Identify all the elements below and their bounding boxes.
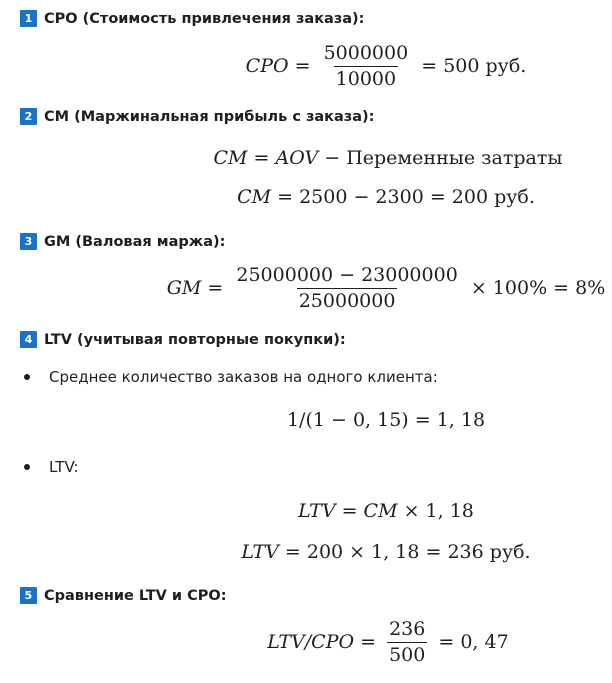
section-heading-cm (20, 108, 374, 125)
section-title: GM (Валовая маржа): (44, 233, 226, 250)
section-title: LTV (учитывая повторные покупки): (44, 331, 346, 348)
formula-ltv-value: LTV = 200 × 1, 18 = 236 руб. (241, 541, 531, 563)
bullet-item-ltv: LTV: (24, 458, 79, 476)
section-number-badge: 3 (20, 233, 37, 250)
formula-avg-orders: 1/(1 − 0, 15) = 1, 18 (286, 409, 486, 431)
bullet-item-avg-orders: Среднее количество заказов на одного клиента: (24, 368, 438, 386)
section-title: CPO (Стоимость привлечения заказа): (44, 10, 365, 27)
bullet-dot (24, 464, 30, 470)
section-heading-cpo (20, 10, 364, 27)
fraction: $\frac{25000000 - 23000000}{25000000}$ (236, 264, 458, 312)
section-heading-ltv (20, 331, 346, 348)
section-number-badge: 1 (20, 10, 37, 27)
formula-ltv-definition: LTV = CM × 1, 18 (298, 500, 474, 522)
section-number-badge: 5 (20, 587, 37, 604)
section-heading-gm (20, 233, 225, 250)
bullet-dot (24, 374, 30, 380)
section-heading-comparison (20, 587, 227, 604)
section-number-badge: 4 (20, 331, 37, 348)
formula-cm-definition: CM = AOV − Переменные затраты (213, 147, 563, 169)
fraction: $\frac{236}{500}$ (389, 618, 426, 666)
section-title: CM (Маржинальная прибыль с заказа): (44, 108, 375, 125)
formula-gm: GM = $\frac{25000000 - 23000000}{25000000}$ × 100% = 8% (166, 264, 606, 312)
section-number-badge: 2 (20, 108, 37, 125)
formula-cpo: CPO = $\frac{5000000}{10000}$ = 500 руб. (245, 42, 527, 90)
formula-cm-value: CM = 2500 − 2300 = 200 руб. (237, 186, 535, 208)
formula-ltv-cpo-ratio: LTV/CPO = $\frac{236}{500}$ = 0, 47 (267, 618, 509, 666)
fraction: $\frac{5000000}{10000}$ (323, 42, 409, 90)
section-title: Сравнение LTV и CPO: (44, 587, 227, 604)
